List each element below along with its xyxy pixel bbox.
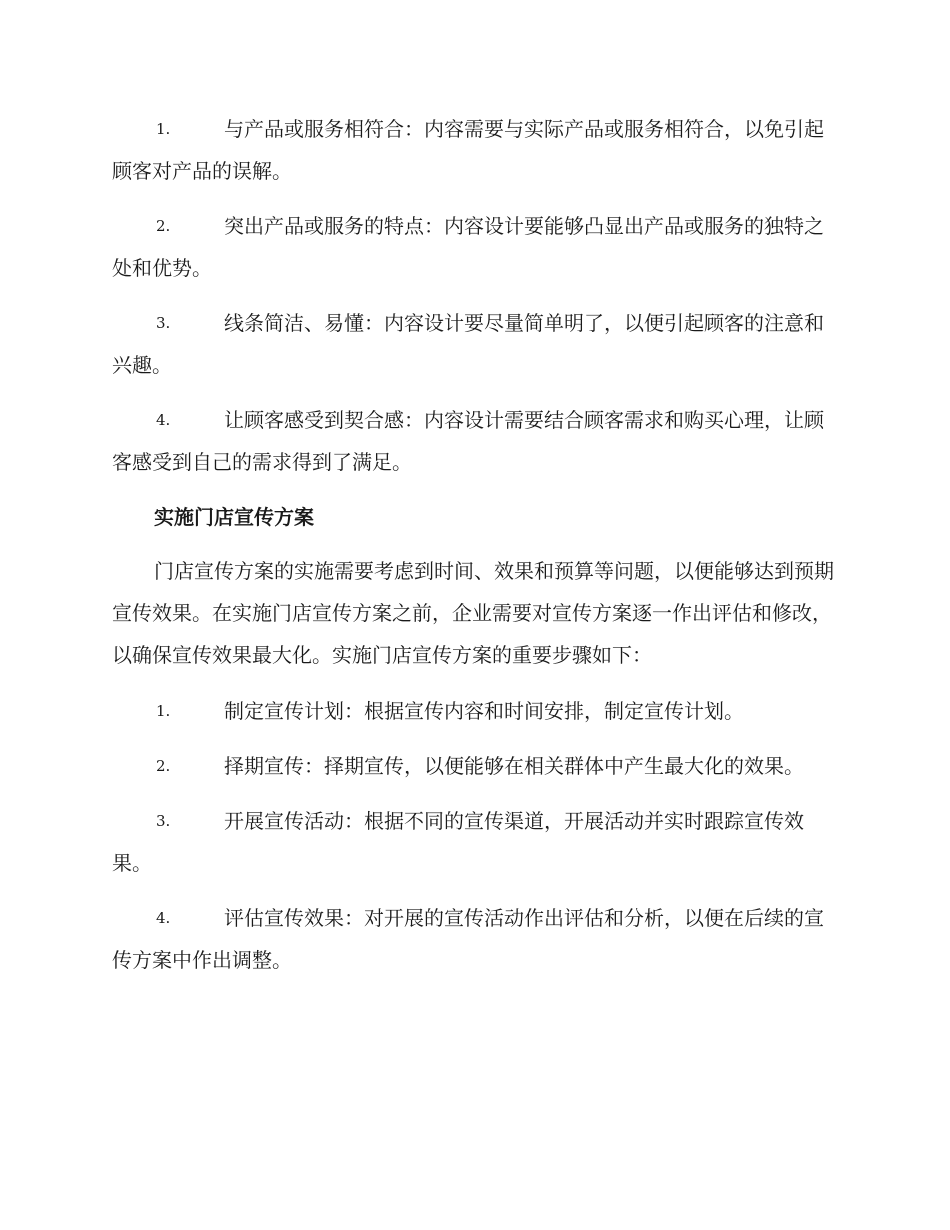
list-item-number: 1. (156, 702, 171, 720)
list-item-number: 3. (156, 314, 171, 332)
list-item (112, 108, 834, 192)
list-item-number: 1. (156, 120, 171, 138)
list-item-number: 4. (156, 411, 171, 429)
list-item-text: 评估宣传效果：对开展的宣传活动作出评估和分析，以便在后续的宣传方案中作出调整。 (112, 906, 824, 972)
list-item (112, 897, 834, 981)
list-item-text: 开展宣传活动：根据不同的宣传渠道，开展活动并实时跟踪宣传效果。 (112, 809, 804, 875)
list-item-text: 让顾客感受到契合感：内容设计需要结合顾客需求和购买心理，让顾客感受到自己的需求得到了满足。 (112, 408, 824, 474)
list-item-text: 突出产品或服务的特点：内容设计要能够凸显出产品或服务的独特之处和优势。 (112, 214, 824, 280)
list-item-text: 择期宣传：择期宣传，以便能够在相关群体中产生最大化的效果。 (224, 754, 804, 778)
list-item-text: 线条简洁、易懂：内容设计要尽量简单明了，以便引起顾客的注意和兴趣。 (112, 311, 824, 377)
section-heading: 实施门店宣传方案 (154, 505, 314, 529)
list-item (112, 800, 834, 884)
list-item-text: 与产品或服务相符合：内容需要与实际产品或服务相符合，以免引起顾客对产品的误解。 (112, 117, 824, 183)
section-paragraph: 门店宣传方案的实施需要考虑到时间、效果和预算等问题，以便能够达到预期宣传效果。在实施门店宣传方案之前，企业需要对宣传方案逐一作出评估和修改，以确保宣传效果最大化。实施门店宣传方案的重要步骤如下： (112, 559, 834, 667)
list-item-number: 2. (156, 757, 171, 775)
list-item (112, 690, 834, 732)
list-item (112, 302, 834, 386)
list-item-number: 4. (156, 909, 171, 927)
list-item-text: 制定宣传计划：根据宣传内容和时间安排，制定宣传计划。 (224, 699, 744, 723)
list-item (112, 745, 834, 787)
document-body (112, 108, 834, 994)
list-item (112, 399, 834, 483)
list-item (112, 205, 834, 289)
list-item-number: 3. (156, 812, 171, 830)
list-item-number: 2. (156, 217, 171, 235)
